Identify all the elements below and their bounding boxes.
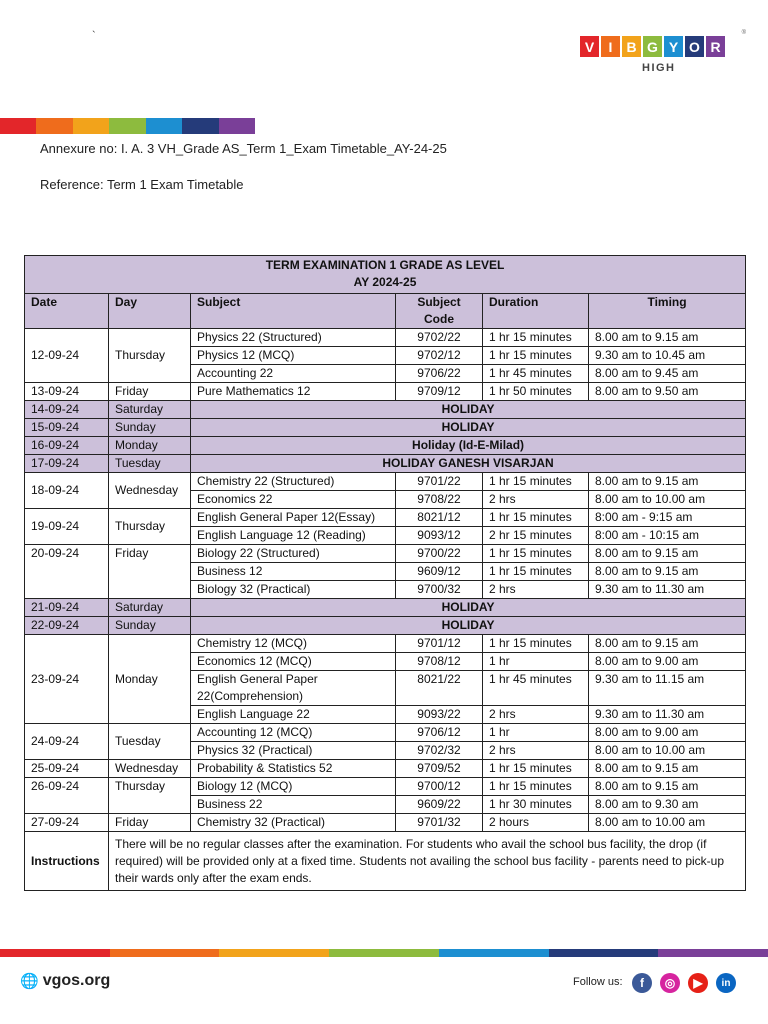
stripe-segment [110,949,220,957]
duration-cell: 1 hr 15 minutes [483,329,589,347]
bottom-color-stripe [0,949,768,957]
timing-cell: 8.00 am to 9.45 am [589,365,746,383]
timing-cell: 8.00 am to 9.15 am [589,329,746,347]
duration-cell: 2 hrs [483,742,589,760]
date-cell: 15-09-24 [25,419,109,437]
vibgyor-logo [580,30,746,78]
date-cell: 12-09-24 [25,329,109,383]
timetable-title-line1: TERM EXAMINATION 1 GRADE AS LEVEL [265,258,505,272]
subject-cell: Economics 22 [191,491,396,509]
code-cell: 9093/12 [396,527,483,545]
day-cell: Friday [109,545,191,599]
exam-row [25,383,746,401]
website-label: vgos.org [42,972,111,989]
date-cell: 20-09-24 [25,545,109,599]
holiday-label: HOLIDAY [191,599,746,617]
exam-row [25,814,746,832]
day-cell: Thursday [109,509,191,545]
stripe-segment [219,949,329,957]
stripe-segment [0,949,110,957]
stripe-segment [73,118,109,134]
code-cell: 8021/22 [396,671,483,706]
duration-cell: 1 hr [483,653,589,671]
timing-cell: 8.00 am to 9.15 am [589,473,746,491]
holiday-label: HOLIDAY [191,419,746,437]
timing-cell: 8.00 am to 9.15 am [589,635,746,653]
logo-registered-mark: ® [741,30,746,36]
subject-cell: Probability & Statistics 52 [191,760,396,778]
subject-cell: Chemistry 32 (Practical) [191,814,396,832]
code-cell: 9709/12 [396,383,483,401]
code-cell: 9706/22 [396,365,483,383]
holiday-label: HOLIDAY [191,617,746,635]
youtube-icon[interactable]: ▶ [688,973,708,993]
subject-cell: Business 22 [191,796,396,814]
duration-cell: 1 hr 30 minutes [483,796,589,814]
timing-cell: 8:00 am - 9:15 am [589,509,746,527]
day-cell: Sunday [109,617,191,635]
subject-cell: Accounting 22 [191,365,396,383]
day-cell: Tuesday [109,724,191,760]
date-cell: 23-09-24 [25,635,109,724]
holiday-label: Holiday (Id-E-Milad) [191,437,746,455]
holiday-row [25,617,746,635]
day-cell: Wednesday [109,473,191,509]
code-cell: 9700/32 [396,581,483,599]
duration-cell: 2 hours [483,814,589,832]
timing-cell: 8.00 am to 9.15 am [589,778,746,796]
col-header-timing: Timing [589,294,746,329]
subject-cell: English Language 12 (Reading) [191,527,396,545]
instructions-text: There will be no regular classes after the examination. For students who avail the school bus facility, the drop (if required) will be provided only at a fixed time. Students not availing the school bus facility - parents need to pick-up their wards only after the exam ends. [109,832,746,891]
subject-cell: Pure Mathematics 12 [191,383,396,401]
code-cell: 9708/22 [396,491,483,509]
col-header-day: Day [109,294,191,329]
date-cell: 27-09-24 [25,814,109,832]
instagram-icon[interactable]: ◎ [660,973,680,993]
stripe-segment [658,949,768,957]
day-cell: Thursday [109,329,191,383]
stripe-segment [0,118,36,134]
code-cell: 9701/32 [396,814,483,832]
duration-cell: 1 hr 50 minutes [483,383,589,401]
exam-row [25,760,746,778]
stripe-segment [439,949,549,957]
logo-letter: Y [664,36,683,57]
subject-cell: English Language 22 [191,706,396,724]
logo-letters [580,36,742,57]
linkedin-icon[interactable]: in [716,973,736,993]
subject-cell: Physics 32 (Practical) [191,742,396,760]
day-cell: Saturday [109,599,191,617]
duration-cell: 1 hr 15 minutes [483,347,589,365]
date-cell: 16-09-24 [25,437,109,455]
logo-letter: B [622,36,641,57]
stripe-segment [36,118,72,134]
day-cell: Wednesday [109,760,191,778]
holiday-row [25,401,746,419]
col-header-code-line2: Code [424,312,454,326]
stripe-segment [146,118,182,134]
duration-cell: 2 hrs [483,706,589,724]
logo-letter: V [580,36,599,57]
date-cell: 25-09-24 [25,760,109,778]
day-cell: Monday [109,635,191,724]
subject-cell: Biology 32 (Practical) [191,581,396,599]
timing-cell: 8.00 am to 9.00 am [589,724,746,742]
code-cell: 9709/52 [396,760,483,778]
logo-letter: R [706,36,725,57]
timing-cell: 9.30 am to 11.15 am [589,671,746,706]
date-cell: 13-09-24 [25,383,109,401]
col-header-code [396,294,483,329]
timing-cell: 8.00 am to 10.00 am [589,491,746,509]
timing-cell: 8.00 am to 10.00 am [589,742,746,760]
duration-cell: 1 hr 15 minutes [483,473,589,491]
timing-cell: 9.30 am to 11.30 am [589,706,746,724]
date-cell: 19-09-24 [25,509,109,545]
col-header-duration: Duration [483,294,589,329]
globe-icon: 🌐 [20,973,39,990]
exam-row [25,509,746,527]
exam-row [25,635,746,653]
header-tick-mark: ` [92,30,96,42]
duration-cell: 1 hr 15 minutes [483,760,589,778]
logo-letter: G [643,36,662,57]
facebook-icon[interactable]: f [632,973,652,993]
day-cell: Thursday [109,778,191,814]
duration-cell: 1 hr 45 minutes [483,671,589,706]
code-cell: 9609/12 [396,563,483,581]
stripe-segment [329,949,439,957]
duration-cell: 2 hrs [483,491,589,509]
date-cell: 24-09-24 [25,724,109,760]
code-cell: 9700/22 [396,545,483,563]
annexure-line: Annexure no: I. A. 3 VH_Grade AS_Term 1_Exam Timetable_AY-24-25 [40,141,447,156]
footer-website[interactable] [20,972,110,990]
holiday-row [25,455,746,473]
date-cell: 17-09-24 [25,455,109,473]
timing-cell: 8.00 am to 10.00 am [589,814,746,832]
subject-cell: Chemistry 22 (Structured) [191,473,396,491]
subject-cell: Economics 12 (MCQ) [191,653,396,671]
duration-cell: 2 hrs [483,581,589,599]
date-cell: 22-09-24 [25,617,109,635]
follow-us-label: Follow us: [573,976,623,988]
stripe-segment [549,949,659,957]
holiday-row [25,599,746,617]
instructions-row [25,832,746,891]
timing-cell: 8.00 am to 9.00 am [589,653,746,671]
day-cell: Sunday [109,419,191,437]
subject-cell: Accounting 12 (MCQ) [191,724,396,742]
code-cell: 9702/32 [396,742,483,760]
exam-row [25,778,746,796]
exam-row [25,329,746,347]
duration-cell: 1 hr 15 minutes [483,509,589,527]
subject-cell: English General Paper 12(Essay) [191,509,396,527]
timing-cell: 8.00 am to 9.15 am [589,545,746,563]
duration-cell: 1 hr 15 minutes [483,563,589,581]
subject-cell: English General Paper 22(Comprehension) [191,671,396,706]
day-cell: Monday [109,437,191,455]
stripe-segment [109,118,145,134]
header-row [25,294,746,329]
day-cell: Tuesday [109,455,191,473]
timing-cell: 9.30 am to 10.45 am [589,347,746,365]
stripe-segment [182,118,218,134]
reference-line: Reference: Term 1 Exam Timetable [40,177,244,192]
holiday-label: HOLIDAY GANESH VISARJAN [191,455,746,473]
code-cell: 9701/12 [396,635,483,653]
exam-timetable [24,255,746,891]
duration-cell: 2 hr 15 minutes [483,527,589,545]
holiday-row [25,419,746,437]
holiday-label: HOLIDAY [191,401,746,419]
code-cell: 9706/12 [396,724,483,742]
timing-cell: 8.00 am to 9.15 am [589,563,746,581]
day-cell: Friday [109,814,191,832]
col-header-subject: Subject [191,294,396,329]
date-cell: 18-09-24 [25,473,109,509]
duration-cell: 1 hr 15 minutes [483,778,589,796]
code-cell: 9702/12 [396,347,483,365]
day-cell: Friday [109,383,191,401]
duration-cell: 1 hr 15 minutes [483,545,589,563]
duration-cell: 1 hr 15 minutes [483,635,589,653]
exam-row [25,724,746,742]
duration-cell: 1 hr [483,724,589,742]
subject-cell: Business 12 [191,563,396,581]
logo-letter: I [601,36,620,57]
top-color-stripe [0,118,255,134]
date-cell: 26-09-24 [25,778,109,814]
timetable-body [25,329,746,832]
subject-cell: Biology 12 (MCQ) [191,778,396,796]
code-cell: 9708/12 [396,653,483,671]
holiday-row [25,437,746,455]
col-header-date: Date [25,294,109,329]
timetable-title-line2: AY 2024-25 [353,275,417,289]
instructions-label: Instructions [25,832,109,891]
logo-letter: O [685,36,704,57]
subject-cell: Chemistry 12 (MCQ) [191,635,396,653]
exam-row [25,473,746,491]
timing-cell: 8:00 am - 10:15 am [589,527,746,545]
exam-row [25,545,746,563]
logo-subtitle: HIGH [642,62,676,74]
code-cell: 9701/22 [396,473,483,491]
date-cell: 14-09-24 [25,401,109,419]
code-cell: 8021/12 [396,509,483,527]
subject-cell: Physics 12 (MCQ) [191,347,396,365]
timing-cell: 8.00 am to 9.30 am [589,796,746,814]
stripe-segment [219,118,255,134]
date-cell: 21-09-24 [25,599,109,617]
code-cell: 9702/22 [396,329,483,347]
subject-cell: Biology 22 (Structured) [191,545,396,563]
timing-cell: 9.30 am to 11.30 am [589,581,746,599]
subject-cell: Physics 22 (Structured) [191,329,396,347]
timetable-title [25,256,746,294]
code-cell: 9093/22 [396,706,483,724]
day-cell: Saturday [109,401,191,419]
timing-cell: 8.00 am to 9.15 am [589,760,746,778]
code-cell: 9609/22 [396,796,483,814]
col-header-code-line1: Subject [417,295,461,309]
code-cell: 9700/12 [396,778,483,796]
duration-cell: 1 hr 45 minutes [483,365,589,383]
timing-cell: 8.00 am to 9.50 am [589,383,746,401]
